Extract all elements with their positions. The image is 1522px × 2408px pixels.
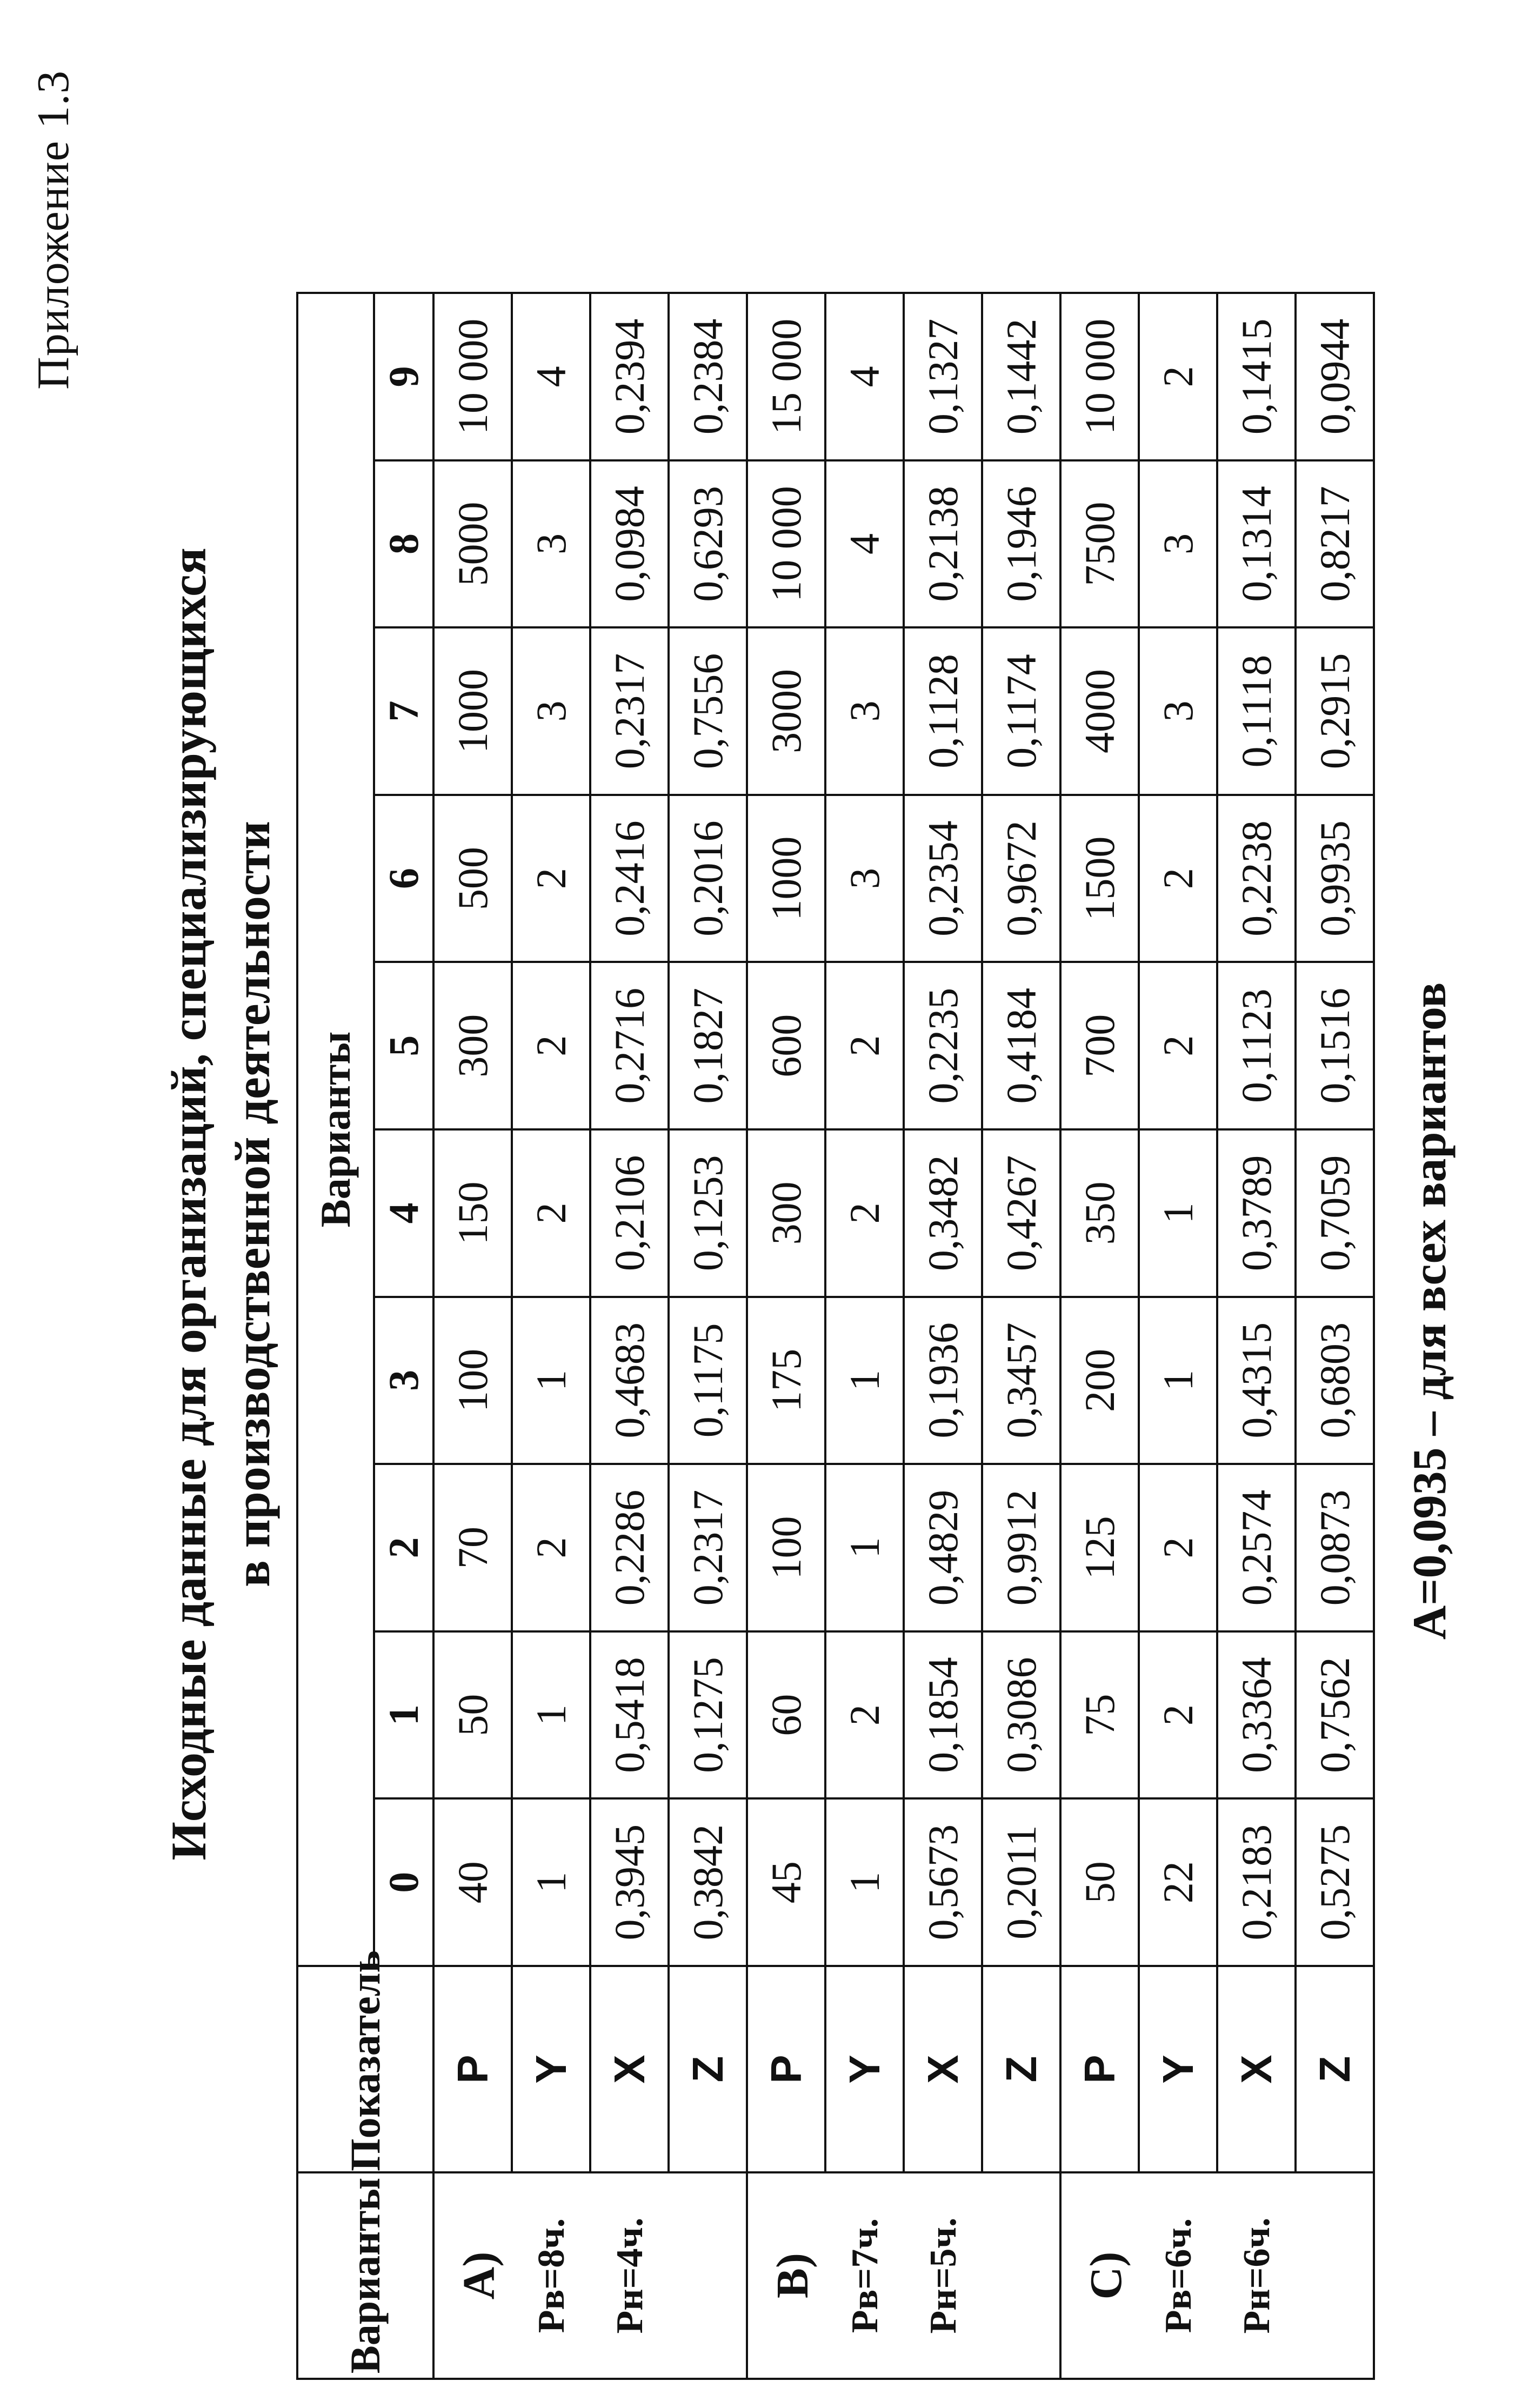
group-param: Рн=6ч. [1236, 2217, 1278, 2334]
indicator-cell: Z [982, 1966, 1060, 2172]
value-cell: 0,4315 [1217, 1297, 1296, 1464]
value-cell: 1 [512, 1631, 590, 1799]
value-cell: 0,3842 [669, 1798, 747, 1966]
value-cell: 0,2317 [669, 1464, 747, 1631]
group-name: А) [454, 2251, 504, 2300]
variant-number-6: 6 [374, 795, 433, 962]
value-cell: 0,1936 [904, 1297, 982, 1464]
value-cell: 0,0873 [1296, 1464, 1374, 1631]
variant-number-3: 3 [374, 1297, 433, 1464]
value-cell: 0,1123 [1217, 962, 1296, 1129]
value-cell: 150 [433, 1129, 512, 1297]
group-param: Рв=8ч. [531, 2218, 572, 2333]
value-cell: 0,1174 [982, 627, 1060, 795]
value-cell: 0,3482 [904, 1129, 982, 1297]
value-cell: 1500 [1060, 795, 1139, 962]
value-cell: 0,2286 [590, 1464, 669, 1631]
value-cell: 10 000 [747, 460, 825, 628]
value-cell: 0,3364 [1217, 1631, 1296, 1799]
value-cell: 0,3789 [1217, 1129, 1296, 1297]
value-cell: 0,2138 [904, 460, 982, 628]
value-cell: 1 [512, 1798, 590, 1966]
group-name: В) [767, 2253, 818, 2298]
value-cell: 3 [512, 627, 590, 795]
group-cell [590, 2172, 669, 2379]
value-cell: 0,4267 [982, 1129, 1060, 1297]
value-cell: 0,1128 [904, 627, 982, 795]
variant-number-1: 1 [374, 1631, 433, 1799]
header-variants: Варианты [297, 2172, 433, 2379]
value-cell: 2 [1139, 1631, 1217, 1799]
group-cell [747, 2172, 825, 2379]
value-cell: 4 [512, 293, 590, 460]
value-cell: 100 [747, 1464, 825, 1631]
variant-number-8: 8 [374, 460, 433, 628]
value-cell: 3 [1139, 627, 1217, 795]
value-cell: 0,1516 [1296, 962, 1374, 1129]
indicator-cell: P [433, 1966, 512, 2172]
value-cell: 200 [1060, 1297, 1139, 1464]
appendix-label: Приложение 1.3 [28, 70, 78, 390]
group-param: Рв=6ч. [1158, 2218, 1199, 2333]
value-cell: 0,0984 [590, 460, 669, 628]
group-cell [669, 2172, 747, 2379]
value-cell: 50 [1060, 1798, 1139, 1966]
value-cell: 4000 [1060, 627, 1139, 795]
value-cell: 0,3945 [590, 1798, 669, 1966]
value-cell: 0,4184 [982, 962, 1060, 1129]
table-row [1139, 293, 1217, 2379]
value-cell: 125 [1060, 1464, 1139, 1631]
group-cell [825, 2172, 904, 2379]
value-cell: 0,1314 [1217, 460, 1296, 628]
variant-number-4: 4 [374, 1129, 433, 1297]
value-cell: 0,2574 [1217, 1464, 1296, 1631]
value-cell: 0,1946 [982, 460, 1060, 628]
indicator-cell: Z [669, 1966, 747, 2172]
variant-number-0: 0 [374, 1798, 433, 1966]
value-cell: 0,1415 [1217, 293, 1296, 460]
value-cell: 0,5673 [904, 1798, 982, 1966]
table-row [433, 293, 512, 2379]
group-cell [1296, 2172, 1374, 2379]
table-row [1217, 293, 1296, 2379]
value-cell: 0,2011 [982, 1798, 1060, 1966]
value-cell: 3 [512, 460, 590, 628]
value-cell: 0,2106 [590, 1129, 669, 1297]
value-cell: 0,2235 [904, 962, 982, 1129]
value-cell: 0,7562 [1296, 1631, 1374, 1799]
indicator-cell: X [904, 1966, 982, 2172]
value-cell: 0,7059 [1296, 1129, 1374, 1297]
value-cell: 3 [825, 795, 904, 962]
value-cell: 1 [825, 1297, 904, 1464]
group-cell [1060, 2172, 1139, 2379]
value-cell: 0,2716 [590, 962, 669, 1129]
value-cell: 0,2317 [590, 627, 669, 795]
value-cell: 0,7556 [669, 627, 747, 795]
value-cell: 45 [747, 1798, 825, 1966]
value-cell: 0,1253 [669, 1129, 747, 1297]
value-cell: 0,6293 [669, 460, 747, 628]
value-cell: 70 [433, 1464, 512, 1631]
value-cell: 22 [1139, 1798, 1217, 1966]
variant-number-9: 9 [374, 293, 433, 460]
value-cell: 2 [825, 962, 904, 1129]
value-cell: 600 [747, 962, 825, 1129]
value-cell: 10 000 [433, 293, 512, 460]
value-cell: 0,2016 [669, 795, 747, 962]
value-cell: 0,2915 [1296, 627, 1374, 795]
value-cell: 0,1118 [1217, 627, 1296, 795]
table-row [512, 293, 590, 2379]
value-cell: 2 [1139, 795, 1217, 962]
table-row [982, 293, 1060, 2379]
group-cell [1217, 2172, 1296, 2379]
value-cell: 4 [825, 293, 904, 460]
header-indicator: Показатель [297, 1966, 433, 2172]
value-cell: 2 [1139, 962, 1217, 1129]
title-line-1: Исходные данные для организаций, специализирующихся [161, 547, 216, 1861]
table-row [590, 293, 669, 2379]
value-cell: 0,6803 [1296, 1297, 1374, 1464]
group-cell [433, 2172, 512, 2379]
variant-number-2: 2 [374, 1464, 433, 1631]
value-cell: 2 [512, 962, 590, 1129]
value-cell: 0,3086 [982, 1631, 1060, 1799]
value-cell: 0,9672 [982, 795, 1060, 962]
value-cell: 0,1827 [669, 962, 747, 1129]
indicator-cell: Y [512, 1966, 590, 2172]
data-table [296, 292, 1375, 2380]
value-cell: 2 [825, 1631, 904, 1799]
value-cell: 0,1442 [982, 293, 1060, 460]
value-cell: 5000 [433, 460, 512, 628]
value-cell: 0,9912 [982, 1464, 1060, 1631]
value-cell: 300 [433, 962, 512, 1129]
value-cell: 1000 [747, 795, 825, 962]
value-cell: 40 [433, 1798, 512, 1966]
page-title [157, 0, 284, 2408]
group-cell [904, 2172, 982, 2379]
group-param: Рн=4ч. [609, 2217, 651, 2334]
value-cell: 700 [1060, 962, 1139, 1129]
value-cell: 75 [1060, 1631, 1139, 1799]
group-cell [982, 2172, 1060, 2379]
value-cell: 500 [433, 795, 512, 962]
value-cell: 0,2183 [1217, 1798, 1296, 1966]
value-cell: 3 [1139, 460, 1217, 628]
value-cell: 0,2394 [590, 293, 669, 460]
header-row-1 [297, 293, 374, 2379]
value-cell: 4 [825, 460, 904, 628]
value-cell: 0,5275 [1296, 1798, 1374, 1966]
value-cell: 175 [747, 1297, 825, 1464]
table-row [669, 293, 747, 2379]
value-cell: 100 [433, 1297, 512, 1464]
value-cell: 10 000 [1060, 293, 1139, 460]
value-cell: 0,9935 [1296, 795, 1374, 962]
variant-number-7: 7 [374, 627, 433, 795]
table-row [904, 293, 982, 2379]
value-cell: 2 [825, 1129, 904, 1297]
indicator-cell: P [1060, 1966, 1139, 2172]
value-cell: 2 [512, 1129, 590, 1297]
indicator-cell: Z [1296, 1966, 1374, 2172]
value-cell: 0,8217 [1296, 460, 1374, 628]
value-cell: 0,2238 [1217, 795, 1296, 962]
value-cell: 3000 [747, 627, 825, 795]
value-cell: 50 [433, 1631, 512, 1799]
table-row [1060, 293, 1139, 2379]
value-cell: 7500 [1060, 460, 1139, 628]
group-name: С) [1081, 2251, 1131, 2300]
value-cell: 2 [1139, 293, 1217, 460]
value-cell: 2 [512, 795, 590, 962]
group-param: Рн=5ч. [923, 2217, 964, 2334]
value-cell: 0,2384 [669, 293, 747, 460]
indicator-cell: X [590, 1966, 669, 2172]
group-cell [1139, 2172, 1217, 2379]
value-cell: 0,2354 [904, 795, 982, 962]
value-cell: 1 [1139, 1129, 1217, 1297]
value-cell: 0,2416 [590, 795, 669, 962]
value-cell: 1 [512, 1297, 590, 1464]
value-cell: 0,1275 [669, 1631, 747, 1799]
value-cell: 0,1327 [904, 293, 982, 460]
value-cell: 2 [512, 1464, 590, 1631]
value-cell: 3 [825, 627, 904, 795]
indicator-cell: Y [825, 1966, 904, 2172]
value-cell: 1 [1139, 1297, 1217, 1464]
group-param: Рв=7ч. [844, 2218, 886, 2333]
indicator-cell: X [1217, 1966, 1296, 2172]
value-cell: 0,0944 [1296, 293, 1374, 460]
indicator-cell: Y [1139, 1966, 1217, 2172]
header-variants-span: Варианты [297, 293, 374, 1966]
value-cell: 0,1175 [669, 1297, 747, 1464]
table-row [747, 293, 825, 2379]
title-line-2: в производственной деятельности [225, 821, 280, 1587]
table-row [1296, 293, 1374, 2379]
table-row [825, 293, 904, 2379]
group-cell [512, 2172, 590, 2379]
value-cell: 0,1854 [904, 1631, 982, 1799]
value-cell: 1 [825, 1798, 904, 1966]
value-cell: 60 [747, 1631, 825, 1799]
value-cell: 1 [825, 1464, 904, 1631]
value-cell: 0,3457 [982, 1297, 1060, 1464]
value-cell: 0,5418 [590, 1631, 669, 1799]
value-cell: 350 [1060, 1129, 1139, 1297]
table-body [297, 293, 1374, 2379]
indicator-cell: P [747, 1966, 825, 2172]
variant-number-5: 5 [374, 962, 433, 1129]
value-cell: 0,4829 [904, 1464, 982, 1631]
value-cell: 300 [747, 1129, 825, 1297]
footer-note: А=0,0935 – для всех вариантов [1404, 982, 1456, 1640]
value-cell: 1000 [433, 627, 512, 795]
value-cell: 0,4683 [590, 1297, 669, 1464]
value-cell: 15 000 [747, 293, 825, 460]
value-cell: 2 [1139, 1464, 1217, 1631]
